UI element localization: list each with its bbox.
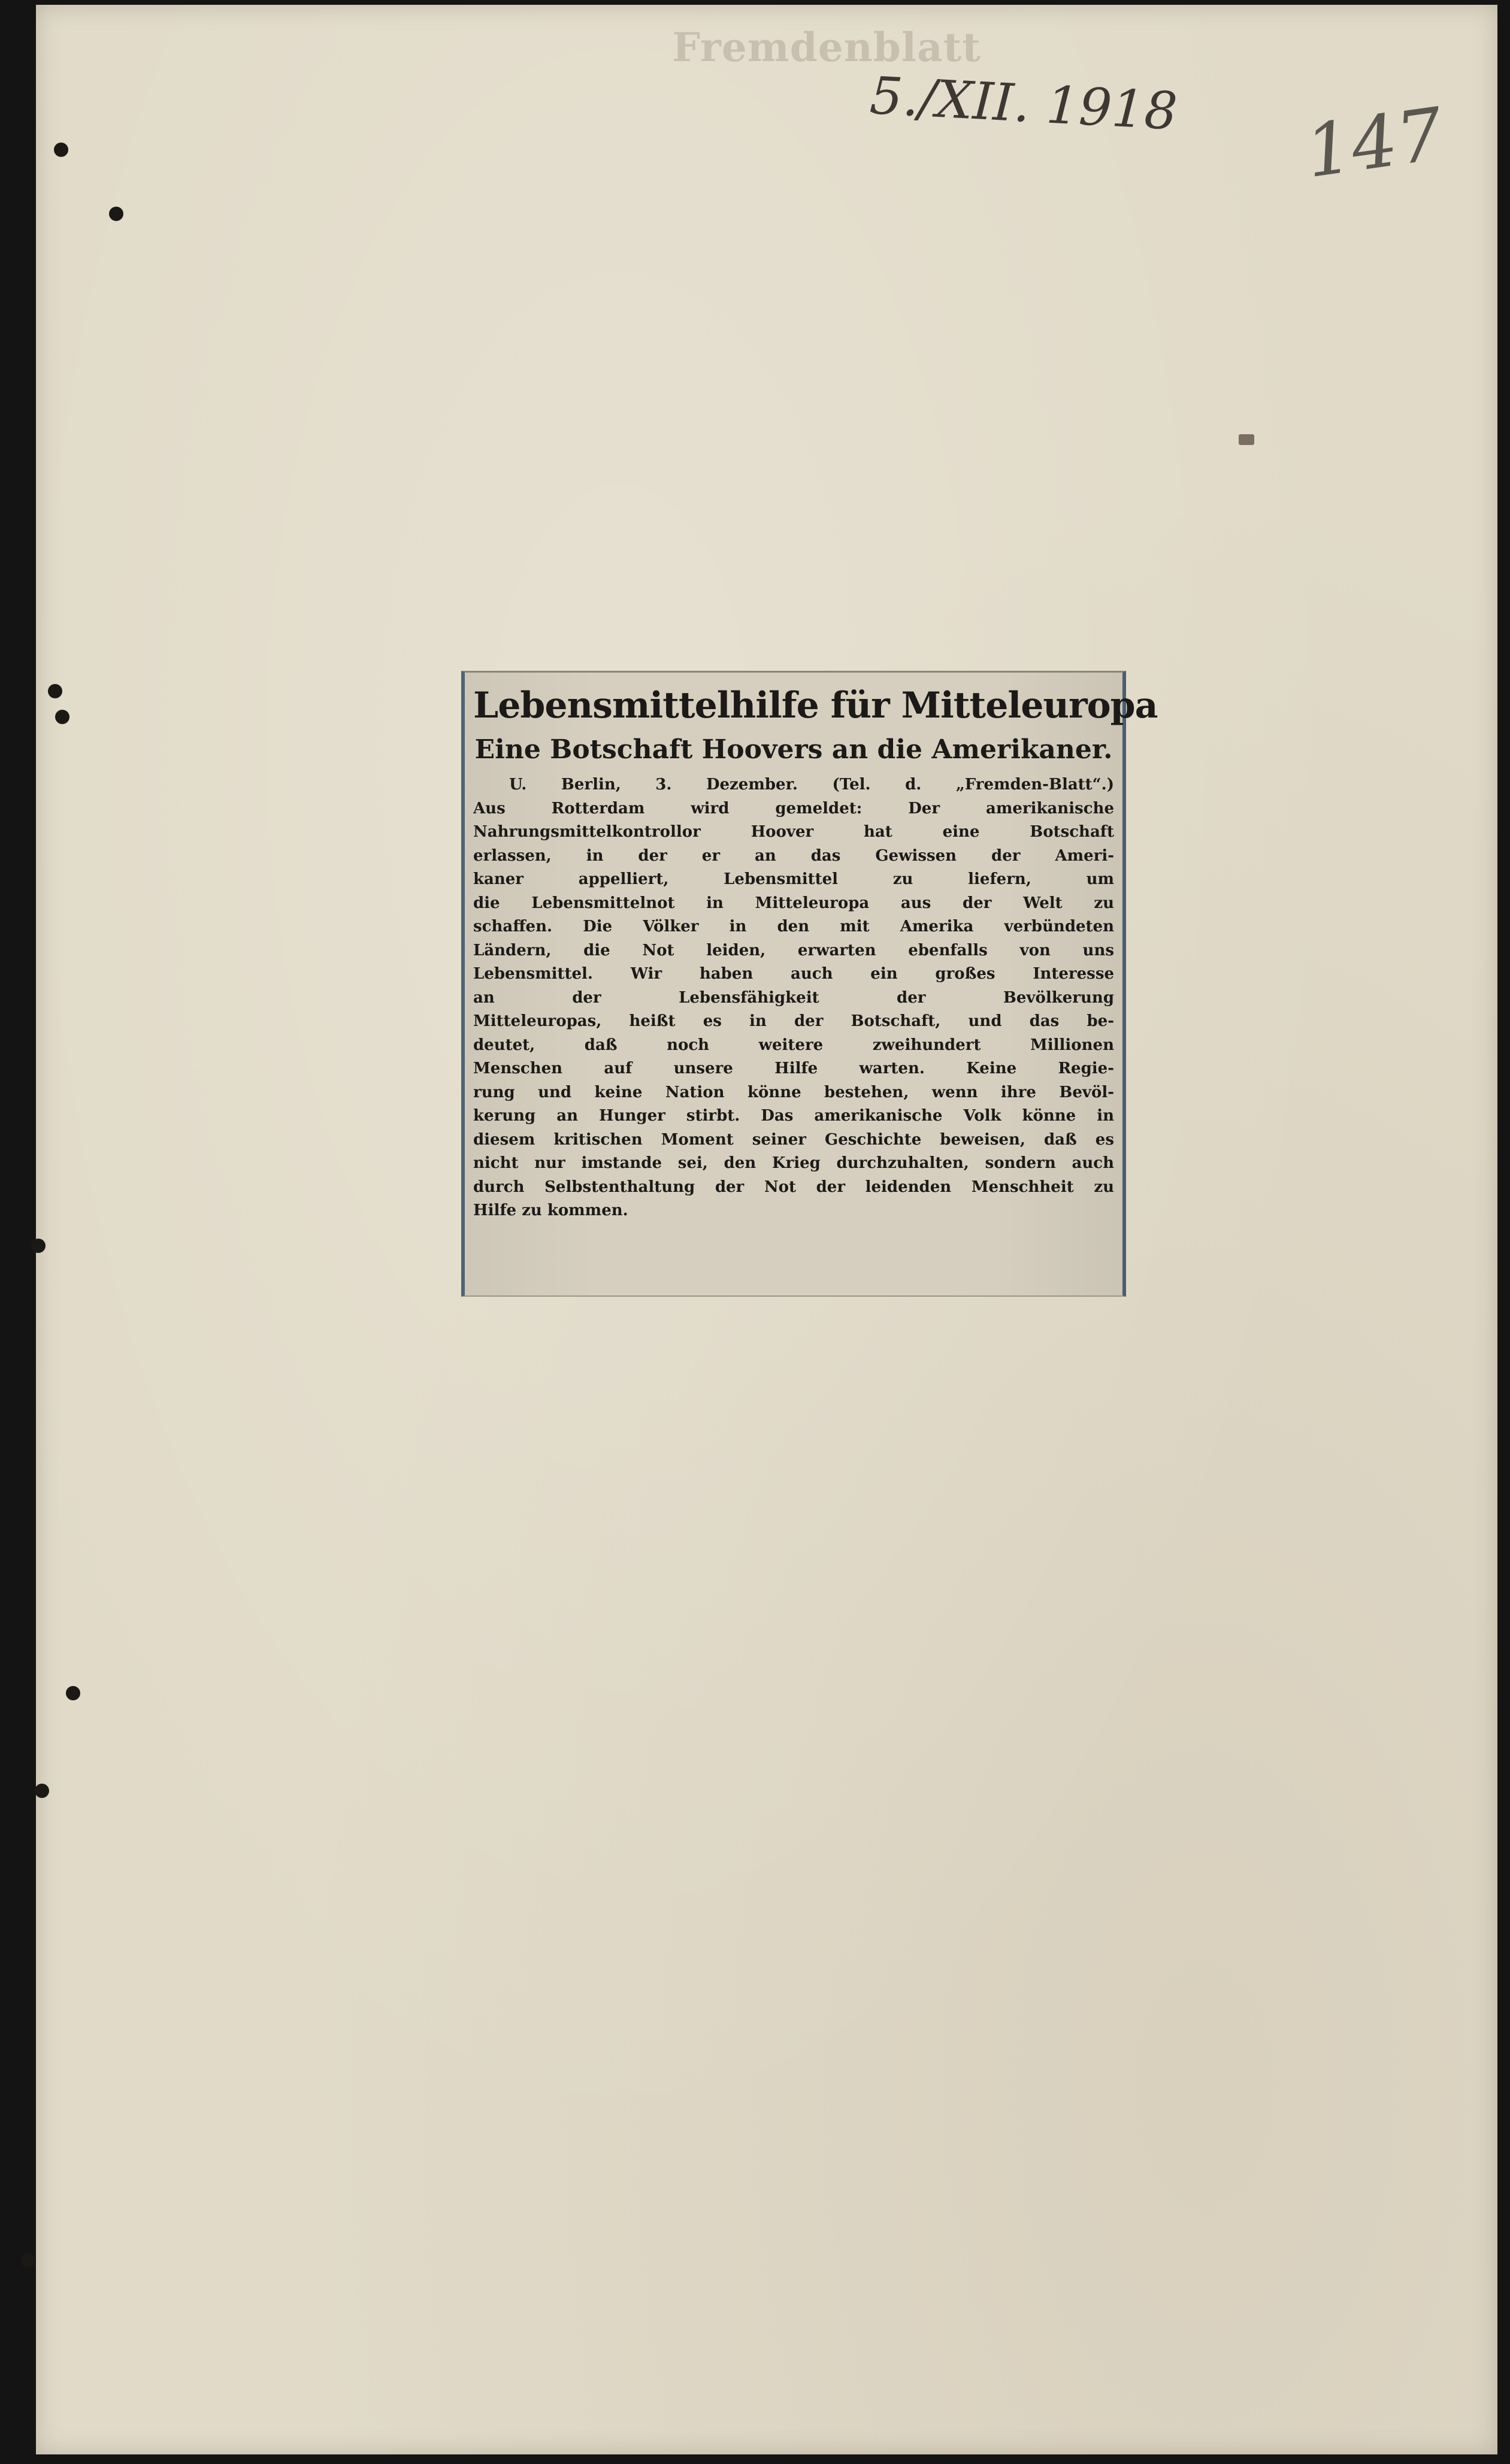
clipping-body	[473, 773, 1114, 1223]
punch-hole	[48, 684, 62, 698]
body-line: die Lebensmittelnot in Mitteleuropa aus der Welt zu	[473, 894, 1114, 912]
body-line: Lebensmittel. Wir haben auch ein großes Interesse	[473, 965, 1114, 983]
body-line: Menschen auf unsere Hilfe warten. Keine Regie-	[473, 1060, 1114, 1077]
punch-hole	[109, 207, 123, 221]
body-line: kaner appelliert, Lebensmittel zu liefern, um	[473, 870, 1114, 888]
punch-hole	[35, 1784, 49, 1798]
paper-speck	[1239, 434, 1254, 445]
body-line: schaffen. Die Völker in den mit Amerika verbündeten	[473, 918, 1114, 936]
punch-hole	[54, 143, 68, 157]
newspaper-stamp: Fremdenblatt	[672, 24, 981, 71]
folio-number: 147	[1300, 92, 1448, 195]
handwritten-date: 5./XII. 1918	[868, 66, 1179, 142]
body-line: deutet, daß noch weitere zweihundert Millionen	[473, 1036, 1114, 1054]
body-line: durch Selbstenthaltung der Not der leidenden Menschheit zu	[473, 1177, 1114, 1196]
body-line: Aus Rotterdam wird gemeldet: Der amerikanische	[473, 799, 1114, 818]
punch-hole	[21, 2253, 35, 2268]
body-line: U. Berlin, 3. Dezember. (Tel. d. „Fremden-Blatt“.)	[509, 776, 1114, 794]
body-line: Mitteleuropas, heißt es in der Botschaft, und das be-	[473, 1012, 1114, 1030]
punch-hole	[31, 1239, 46, 1253]
newspaper-clipping	[461, 671, 1158, 1297]
body-line: nicht nur imstande sei, den Krieg durchzuhalten, sondern auch	[473, 1154, 1114, 1172]
body-line: Hilfe zu kommen.	[473, 1201, 628, 1219]
body-line: Ländern, die Not leiden, erwarten ebenfalls von uns	[473, 941, 1114, 959]
clipping-subheadline: Eine Botschaft Hoovers an die Amerikaner.	[474, 734, 1113, 765]
punch-hole	[66, 1686, 80, 1700]
body-line: erlassen, in der er an das Gewissen der Ameri-	[473, 846, 1114, 865]
body-line: Nahrungsmittelkontrollor Hoover hat eine Botschaft	[473, 823, 1114, 841]
punch-hole	[55, 710, 69, 724]
clipping-headline: Lebensmittelhilfe für Mitteleuropa	[473, 685, 1158, 727]
body-line: kerung an Hunger stirbt. Das amerikanische Volk könne in	[473, 1107, 1114, 1125]
body-line: an der Lebensfähigkeit der Bevölkerung	[473, 988, 1114, 1007]
body-line: rung und keine Nation könne bestehen, wenn ihre Bevöl-	[473, 1083, 1114, 1101]
body-line: diesem kritischen Moment seiner Geschichte beweisen, daß es	[473, 1130, 1114, 1149]
